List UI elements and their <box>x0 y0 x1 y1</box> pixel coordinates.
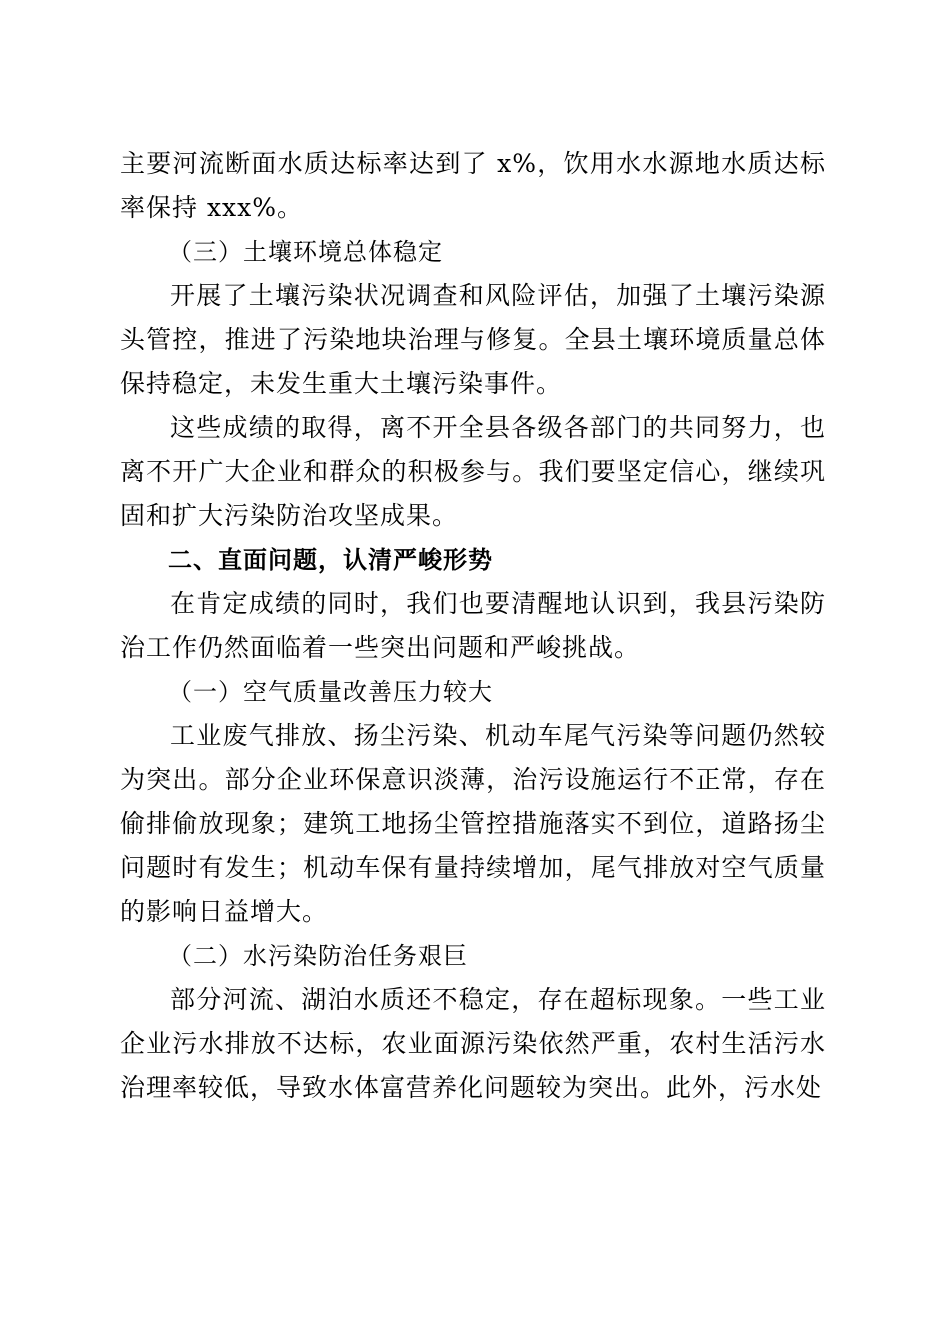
paragraph-achievements: 这些成绩的取得，离不开全县各级各部门的共同努力，也离不开广大企业和群众的积极参与。我们要坚定信心，继续巩固和扩大污染防治攻坚成果。 <box>120 413 826 530</box>
subheading-air-quality: （一）空气质量改善压力较大 <box>168 678 493 706</box>
paragraph-challenges-intro: 在肯定成绩的同时，我们也要清醒地认识到，我县污染防治工作仍然面临着一些突出问题和严峻挑战。 <box>120 589 826 662</box>
section-heading-problems: 二、直面问题，认清严峻形势 <box>168 546 493 574</box>
paragraph-continuation: 主要河流断面水质达标率达到了 x%，饮用水水源地水质达标率保持 xxx%。 <box>120 149 826 222</box>
document-body <box>120 142 826 1110</box>
subheading-water-pollution: （二）水污染防治任务艰巨 <box>168 942 468 970</box>
subheading-soil-environment: （三）土壤环境总体稳定 <box>168 238 443 266</box>
paragraph-soil-measures: 开展了土壤污染状况调查和风险评估，加强了土壤污染源头管控，推进了污染地块治理与修复。全县土壤环境质量总体保持稳定，未发生重大土壤污染事件。 <box>120 281 826 398</box>
paragraph-water-pollution: 部分河流、湖泊水质还不稳定，存在超标现象。一些工业企业污水排放不达标，农业面源污染依然严重，农村生活污水治理率较低，导致水体富营养化问题较为突出。此外，污水处 <box>120 985 826 1102</box>
paragraph-air-quality: 工业废气排放、扬尘污染、机动车尾气污染等问题仍然较为突出。部分企业环保意识淡薄，治污设施运行不正常，存在偷排偷放现象；建筑工地扬尘管控措施落实不到位，道路扬尘问题时有发生；机动车保有量持续增加，尾气排放对空气质量的影响日益增大。 <box>120 721 826 926</box>
